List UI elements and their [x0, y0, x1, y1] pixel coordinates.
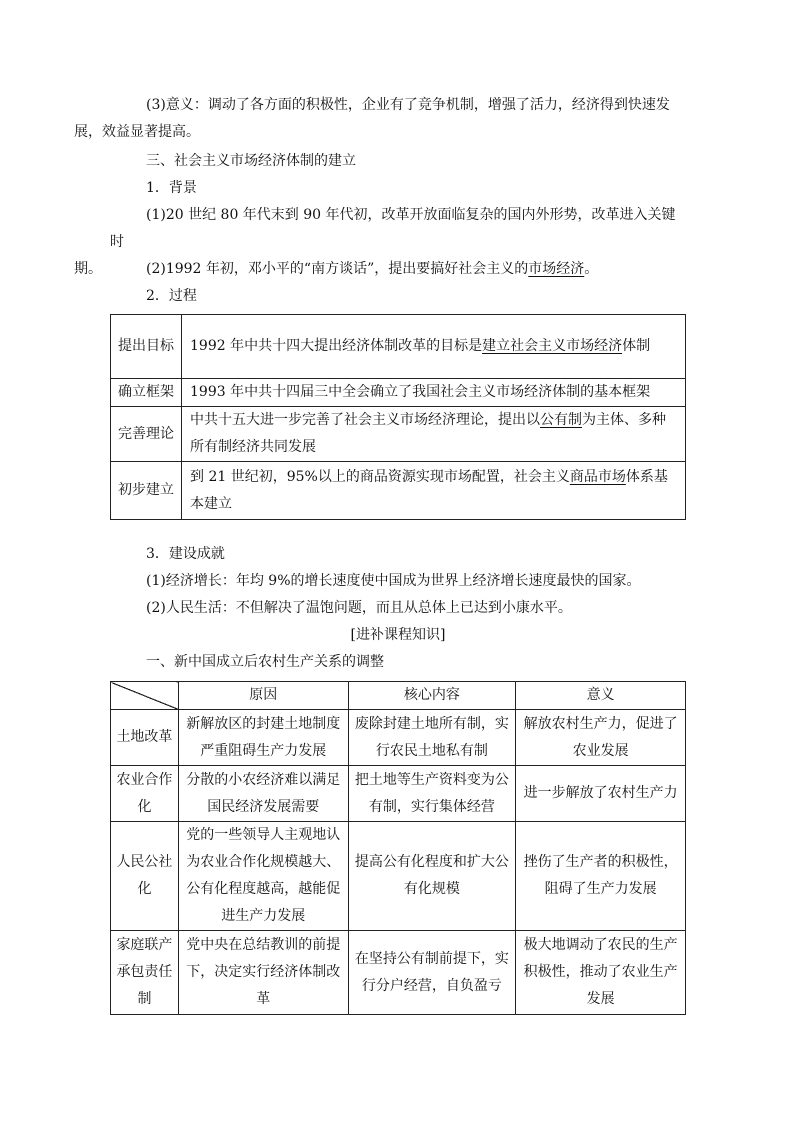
text: 1992 年中共十四大提出经济体制改革的目标是 — [190, 338, 483, 354]
meaning-line-1: (3)意义：调动了各方面的积极性，企业有了竞争机制，增强了活力，经济得到快速发 — [146, 97, 670, 113]
diagonal-corner-cell — [111, 682, 179, 710]
heading-three: 三、社会主义市场经济体制的建立 — [146, 153, 356, 169]
achievements-title: 3．建设成就 — [146, 546, 225, 562]
bg1-line-2: 期。 — [74, 261, 102, 277]
row-name: 农业合作化 — [111, 766, 179, 822]
cause-cell: 新解放区的封建土地制度严重阻碍生产力发展 — [178, 710, 348, 766]
meaning-cell: 挫伤了生产者的积极性，阻碍了生产力发展 — [516, 822, 686, 931]
table-row — [111, 379, 686, 407]
text: 为主体、多种所有制经济共同发展 — [190, 412, 666, 455]
underlined-text: 商品市场 — [569, 468, 626, 485]
text: 体制 — [622, 338, 651, 354]
row-key: 提出目标 — [111, 315, 182, 379]
bg2-text: (2)1992 年初，邓小平的“南方谈话”，提出要搞好社会主义的 — [146, 261, 529, 277]
achievement-1: (1)经济增长：年均 9%的增长速度使中国成为世界上经济增长速度最快的国家。 — [146, 573, 641, 589]
table-row — [111, 710, 686, 766]
column-header: 原因 — [178, 682, 348, 710]
achievement-2: (2)人民生活：不但解决了温饱问题，而且从总体上已达到小康水平。 — [146, 600, 572, 616]
meaning-cell: 解放农村生产力，促进了农业发展 — [516, 710, 686, 766]
column-header: 核心内容 — [348, 682, 516, 710]
row-value — [182, 379, 686, 407]
table-row — [111, 931, 686, 1015]
row-key: 确立框架 — [111, 379, 182, 407]
text: 中共十五大进一步完善了社会主义市场经济理论，提出以 — [190, 412, 540, 428]
rural-relations-table — [110, 681, 686, 1015]
background-title: 1．背景 — [146, 180, 197, 196]
content-cell: 在坚持公有制前提下，实行分户经营，自负盈亏 — [348, 931, 516, 1015]
underlined-text: 建立社会主义市场经济 — [482, 338, 623, 354]
table-header-row — [111, 682, 686, 710]
content-cell: 提高公有化程度和扩大公有化规模 — [348, 822, 516, 931]
row-key: 完善理论 — [111, 407, 182, 462]
text: 1993 年中共十四届三中全会确立了我国社会主义市场经济体制的基本框架 — [190, 384, 651, 400]
content-cell: 把土地等生产资料变为公有制，实行集体经营 — [348, 766, 516, 822]
text: 到 21 世纪初，95%以上的商品资源实现市场配置，社会主义 — [190, 468, 570, 485]
table-row — [111, 407, 686, 462]
process-title: 2．过程 — [146, 288, 197, 304]
row-name: 家庭联产承包责任制 — [111, 931, 179, 1015]
row-key: 初步建立 — [111, 462, 182, 520]
row-value — [182, 462, 686, 520]
cause-cell: 党的一些领导人主观地认为农业合作化规模越大、公有化程度越高，越能促进生产力发展 — [178, 822, 348, 931]
bg2-underlined: 市场经济 — [528, 261, 585, 277]
content-cell: 废除封建土地所有制，实行农民土地私有制 — [348, 710, 516, 766]
meaning-line-2: 展，效益显著提高。 — [74, 124, 200, 140]
supplement-title: [进补课程知识] — [350, 627, 446, 643]
column-header: 意义 — [516, 682, 686, 710]
table-row — [111, 822, 686, 931]
row-name: 土地改革 — [111, 710, 179, 766]
row-value — [182, 407, 686, 462]
meaning-paragraph — [74, 92, 686, 146]
process-table — [110, 314, 686, 520]
table-row — [111, 462, 686, 520]
table-row — [111, 315, 686, 379]
row-name: 人民公社化 — [111, 822, 179, 931]
cause-cell: 分散的小农经济难以满足国民经济发展需要 — [178, 766, 348, 822]
text: 体系基本建立 — [190, 468, 668, 512]
bg1-line-1: (1)20 世纪 80 年代末到 90 年代初，改革开放面临复杂的国内外形势，改革进入关键时 — [110, 207, 676, 250]
bg2-end: 。 — [584, 261, 599, 277]
underlined-text: 公有制 — [540, 412, 582, 428]
heading-one: 一、新中国成立后农村生产关系的调整 — [146, 654, 384, 670]
row-value — [182, 315, 686, 379]
table-row — [111, 766, 686, 822]
meaning-cell: 极大地调动了农民的生产积极性，推动了农业生产发展 — [516, 931, 686, 1015]
meaning-cell: 进一步解放了农村生产力 — [516, 766, 686, 822]
background-item-2 — [110, 256, 686, 283]
cause-cell: 党中央在总结教训的前提下，决定实行经济体制改革 — [178, 931, 348, 1015]
